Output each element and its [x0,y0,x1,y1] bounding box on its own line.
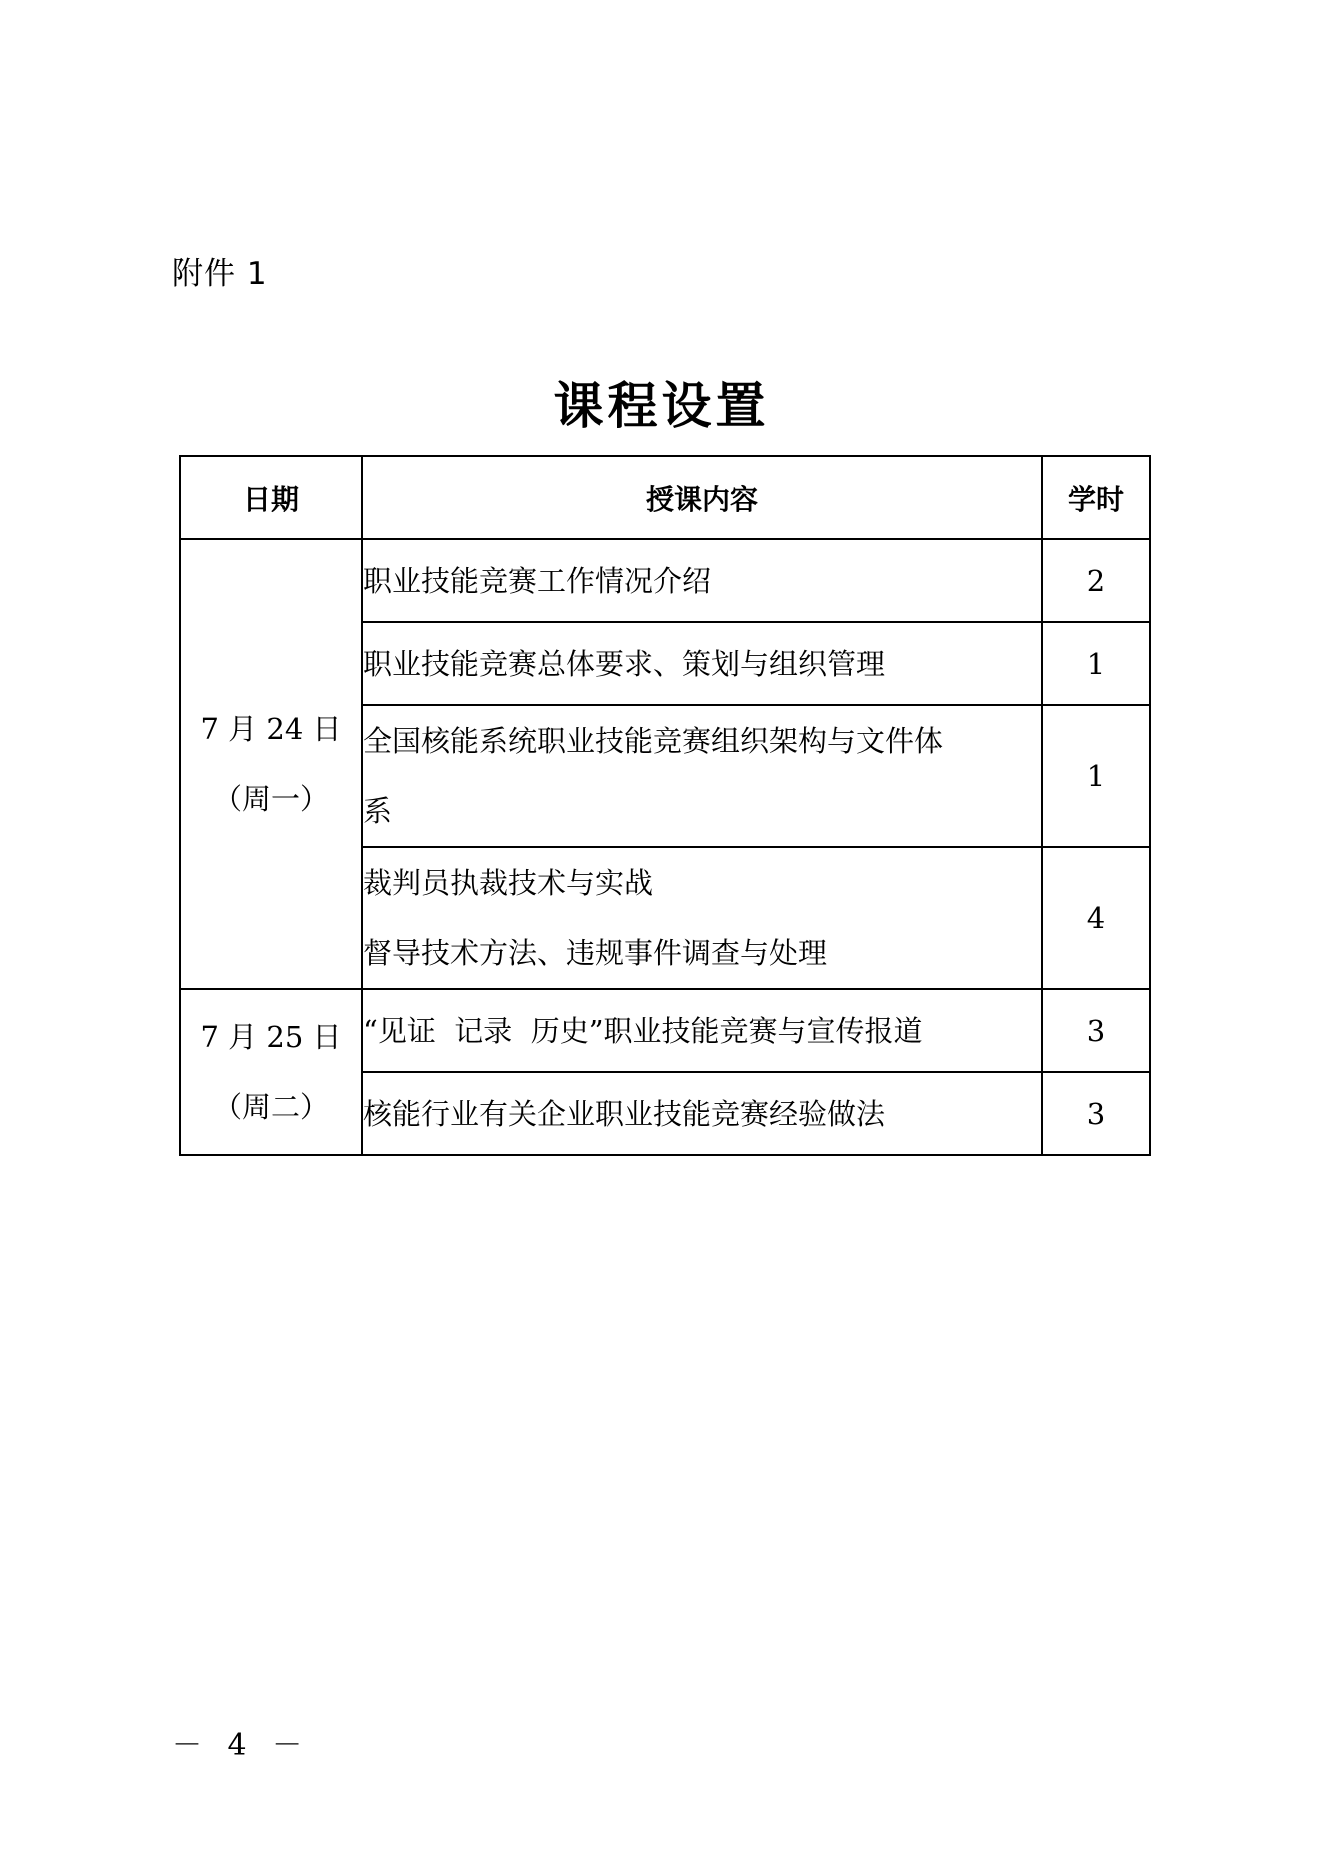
course-schedule-table [179,455,1151,1156]
content-line: 裁判员执裁技术与实战 [363,866,654,900]
hours-cell: 3 [1042,989,1150,1072]
date-text: 7 月 24 日 [200,712,342,746]
content-cell [362,705,1042,847]
header-date: 日期 [180,456,362,539]
content-cell [362,989,1042,1072]
content-line: 职业技能竞赛工作情况介绍 [363,563,712,598]
content-cell [362,539,1042,622]
hours-cell: 3 [1042,1072,1150,1155]
hours-cell: 4 [1042,847,1150,989]
page-title: 课程设置 [553,377,770,435]
header-content: 授课内容 [362,456,1042,539]
date-cell [180,989,362,1155]
hours-cell: 2 [1042,539,1150,622]
content-cell [362,1072,1042,1155]
date-text: 7 月 25 日 [200,1020,342,1054]
header-hours: 学时 [1042,456,1150,539]
content-line: 督导技术方法、违规事件调查与处理 [363,936,828,970]
table-row [180,539,1150,622]
table-row [180,989,1150,1072]
content-cell [362,622,1042,705]
content-line: 职业技能竞赛总体要求、策划与组织管理 [363,646,886,681]
attachment-label: 附件 1 [172,256,268,292]
content-cell [362,847,1042,989]
content-line: 核能行业有关企业职业技能竞赛经验做法 [363,1096,886,1131]
weekday-text: （周一） [212,782,329,816]
date-cell [180,539,362,989]
page-number: － 4 － [172,1728,311,1763]
hours-cell: 1 [1042,622,1150,705]
hours-cell: 1 [1042,705,1150,847]
content-line: 全国核能系统职业技能竞赛组织架构与文件体 [363,724,944,758]
content-line: “见证 记录 历史”职业技能竞赛与宣传报道 [363,1013,923,1048]
content-line: 系 [363,794,393,828]
weekday-text: （周二） [212,1090,329,1124]
table-header-row [180,456,1150,539]
